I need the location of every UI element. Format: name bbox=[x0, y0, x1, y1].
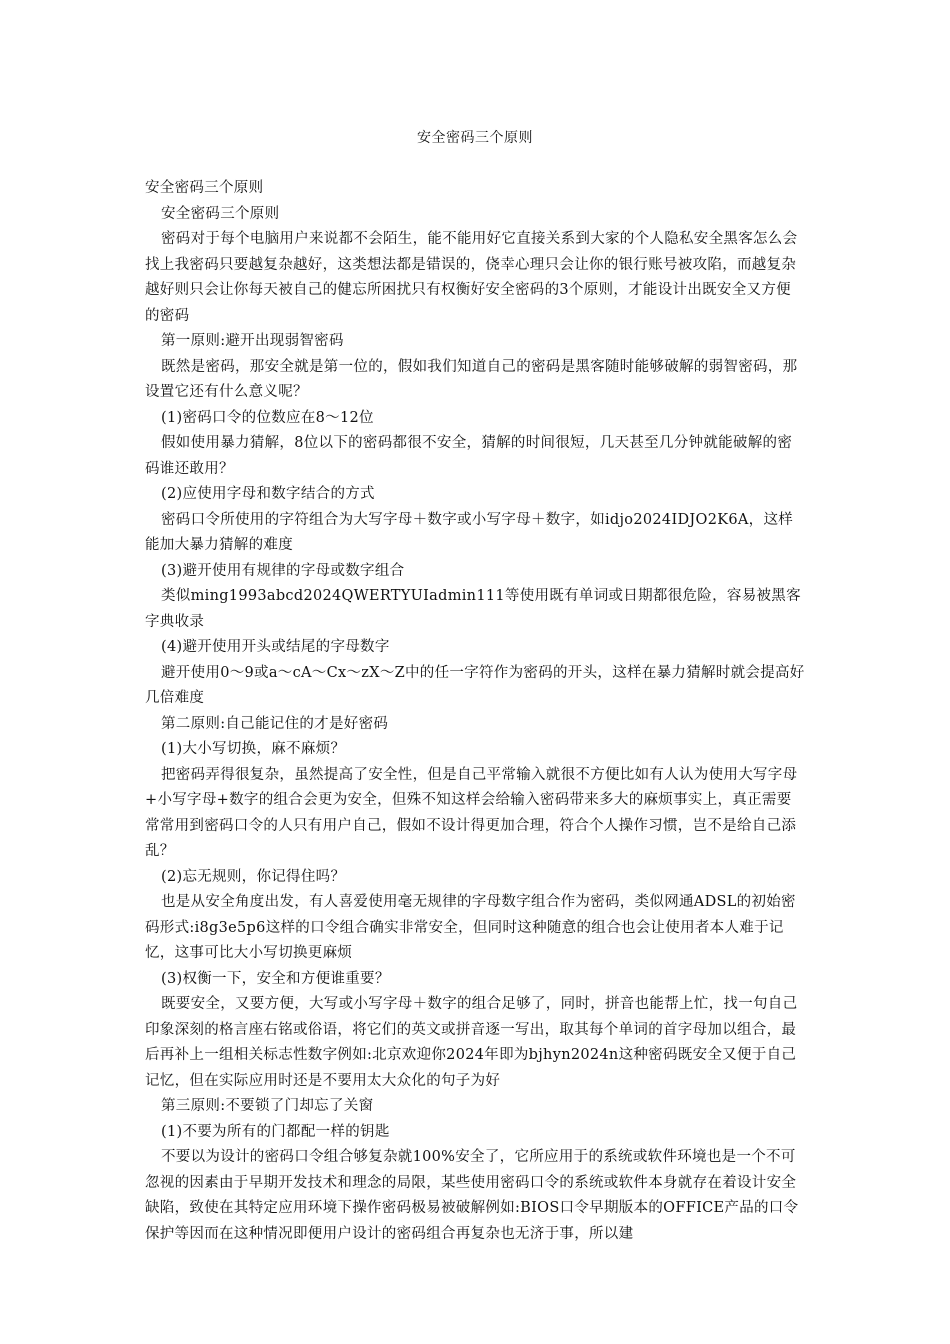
principle-heading-1: 第一原则:避开出现弱智密码 bbox=[161, 333, 344, 349]
paragraph: 密码口令所使用的字符组合为大写字母＋数字或小写字母＋数字，如idjo2024IDJO2K6A，这样能加大暴力猜解的难度 bbox=[145, 511, 794, 553]
item-heading: (2)应使用字母和数字结合的方式 bbox=[161, 486, 375, 502]
paragraph: 避开使用0～9或a～cA～Cx～zX～Z中的任一字符作为密码的开头，这样在暴力猜解时就会提高好几倍难度 bbox=[145, 664, 805, 706]
paragraph: 把密码弄得很复杂，虽然提高了安全性，但是自己平常输入就很不方便比如有人认为使用大写字母+小写字母+数字的组合会更为安全，但殊不知这样会给输入密码带来多大的麻烦事实上，真正需要常常用到密码口令的人只有用户自己，假如不设计得更加合理，符合个人操作习惯，岂不是给自己添乱？ bbox=[145, 766, 798, 859]
item-heading: (4)避开使用开头或结尾的字母数字 bbox=[161, 639, 390, 655]
article-title: 安全密码三个原则 bbox=[161, 205, 280, 222]
paragraph: 也是从安全角度出发，有人喜爱使用毫无规律的字母数字组合作为密码，类似网通ADSL的初始密码形式:i8g3e5p6这样的口令组合确实非常安全，但同时这种随意的组合也会让使用者本人难于记忆，这事可比大小写切换更麻烦 bbox=[145, 894, 796, 961]
paragraph: 假如使用暴力猜解，8位以下的密码都很不安全，猜解的时间很短，几天甚至几分钟就能破解的密码谁还敢用？ bbox=[145, 435, 793, 477]
item-heading: (1)密码口令的位数应在8～12位 bbox=[161, 409, 374, 426]
document-title: 安全密码三个原则 bbox=[417, 130, 533, 146]
item-heading: (3)权衡一下，安全和方便谁重要？ bbox=[161, 970, 390, 987]
section-heading: 安全密码三个原则 bbox=[145, 180, 264, 196]
paragraph: 类似ming1993abcd2024QWERTYUIadmin111等使用既有单词或日期都很危险，容易被黑客字典收录 bbox=[145, 588, 801, 630]
paragraph-intro: 密码对于每个电脑用户来说都不会陌生，能不能用好它直接关系到大家的个人隐私安全黑客怎么会找上我密码只要越复杂越好，这类想法都是错误的，侥幸心理只会让你的银行账号被攻陷，而越复杂越好则只会让你每天被自己的健忘所困扰只有权衡好安全密码的3个原则，才能设计出既安全又方便的密码 bbox=[145, 231, 798, 324]
principle-heading-3: 第三原则:不要锁了门却忘了关窗 bbox=[161, 1098, 374, 1114]
item-heading: (3)避开使用有规律的字母或数字组合 bbox=[161, 562, 405, 579]
document-body bbox=[145, 176, 805, 1247]
item-heading: (1)大小写切换，麻不麻烦？ bbox=[161, 741, 346, 757]
principle-heading-2: 第二原则:自己能记住的才是好密码 bbox=[161, 715, 389, 732]
paragraph: 不要以为设计的密码口令组合够复杂就100%安全了，它所应用于的系统或软件环境也是一个不可忽视的因素由于早期开发技术和理念的局限，某些使用密码口令的系统或软件本身就存在着设计安全缺陷，致使在其特定应用环境下操作密码极易被破解例如:BIOS口令早期版本的OFFICE产品的口令保护等因而在这种情况即便用户设计的密码组合再复杂也无济于事，所以建 bbox=[145, 1149, 799, 1242]
item-heading: (1)不要为所有的门都配一样的钥匙 bbox=[161, 1123, 390, 1140]
paragraph: 既然是密码，那安全就是第一位的，假如我们知道自己的密码是黑客随时能够破解的弱智密码，那设置它还有什么意义呢？ bbox=[145, 358, 798, 400]
item-heading: (2)忘无规则，你记得住吗？ bbox=[161, 868, 346, 885]
paragraph: 既要安全，又要方便，大写或小写字母＋数字的组合足够了，同时，拼音也能帮上忙，找一句自己印象深刻的格言座右铭或俗语，将它们的英文或拼音逐一写出，取其每个单词的首字母加以组合，最后再补上一组相关标志性数字例如:北京欢迎你2024年即为bjhyn2024n这种密码既安全又便于自己记忆，但在实际应用时还是不要用太大众化的句子为好 bbox=[145, 996, 798, 1089]
